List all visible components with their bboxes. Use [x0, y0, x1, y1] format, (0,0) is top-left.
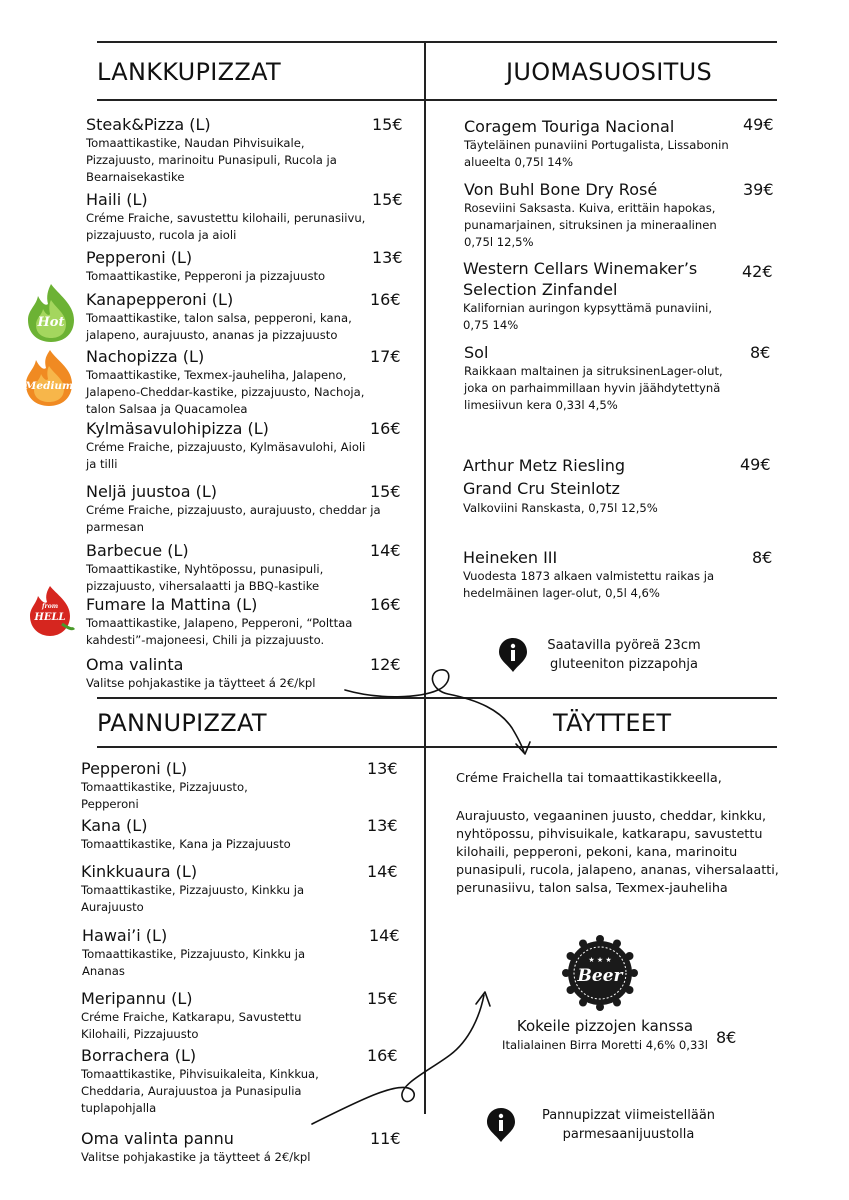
item-desc: Tomaattikastike, Kana ja Pizzajuusto [81, 837, 291, 851]
item-name: Hawai’i (L) [82, 926, 168, 945]
item-price: 16€ [370, 290, 401, 309]
hell-top-label: from [41, 603, 59, 610]
item-desc: Tomaattikastike, Naudan Pihvisuikale, Pizzajuusto, marinoitu Punasipuli, Rucola ja Bearnaisekastike [86, 136, 337, 184]
item-desc: Vuodesta 1873 alkaen valmistettu raikas ja hedelmäinen lager-olut, 0,5l 4,6% [463, 569, 715, 600]
item-price: 12€ [370, 655, 401, 674]
item-price: 15€ [372, 190, 403, 209]
item-desc: Tomaattikastike, talon salsa, pepperoni, kana, jalapeno, aurajuusto, ananas ja pizzajuusto [86, 311, 352, 342]
item-desc: Créme Fraiche, pizzajuusto, Kylmäsavulohi, Aioli ja tilli [86, 440, 366, 471]
item-price: 17€ [370, 347, 401, 366]
item-price: 14€ [370, 541, 401, 560]
item-price: 16€ [370, 595, 401, 614]
item-desc: Valitse pohjakastike ja täytteet á 2€/kpl [81, 1150, 311, 1164]
gluten-free-text: Saatavilla pyöreä 23cm gluteeniton pizzapohja [547, 638, 701, 672]
beer-price: 8€ [716, 1028, 737, 1047]
item-desc: Täyteläinen punaviini Portugalista, Lissabonin alueelta 0,75l 14% [464, 138, 729, 169]
item-name: Steak&Pizza (L) [86, 115, 211, 134]
hell-label: HELL [34, 612, 66, 623]
item-name: Meripannu (L) [81, 989, 193, 1008]
item-desc: Tomaattikastike, Pihvisuikaleita, Kinkkua, Cheddaria, Aurajuustoa ja Punasipulia tuplapohjalla [81, 1067, 319, 1115]
taytteet-intro: Créme Fraichella tai tomaattikastikkeella, [456, 771, 722, 786]
hot-label: Hot [37, 315, 65, 330]
beer-logo-label: Beer [577, 966, 623, 986]
item-name: Barbecue (L) [86, 541, 189, 560]
item-desc: Valitse pohjakastike ja täytteet á 2€/kpl [86, 676, 316, 690]
item-desc: Créme Fraiche, Katkarapu, Savustettu Kilohaili, Pizzajuusto [81, 1010, 302, 1041]
item-desc: Tomaattikastike, Pizzajuusto, Pepperoni [81, 780, 248, 811]
item-name: Kanapepperoni (L) [86, 290, 234, 309]
item-price: 39€ [743, 180, 774, 199]
item-name: Oma valinta pannu [81, 1129, 234, 1148]
item-name: Kylmäsavulohipizza (L) [86, 419, 269, 438]
item-price: 16€ [367, 1046, 398, 1065]
item-name: Oma valinta [86, 655, 184, 674]
medium-label: Medium [24, 380, 74, 392]
item-name: Kinkkuaura (L) [81, 862, 198, 881]
item-price: 49€ [740, 455, 771, 474]
juoma-heading: JUOMASUOSITUS [506, 58, 713, 86]
item-name: Sol [464, 343, 489, 362]
item-desc: Tomaattikastike, Jalapeno, Pepperoni, “Polttaa kahdesti”-majoneesi, Chili ja pizzajuusto. [86, 616, 353, 647]
item-name: Pepperoni (L) [86, 248, 193, 267]
item-price: 14€ [367, 862, 398, 881]
taytteet-list: Aurajuusto, vegaaninen juusto, cheddar, kinkku, nyhtöpossu, pihvisuikale, katkarapu, savustettu kilohaili, pepperoni, pekoni, kana, marinoitu punasipuli, rucola, jalapeno, ananas, vihersalaatti, perunasiivu, talon salsa, Texmex-jauheliha [456, 809, 779, 896]
item-price: 49€ [743, 115, 774, 134]
item-desc: Kalifornian auringon kypsyttämä punaviini, 0,75 14% [463, 301, 713, 332]
item-desc: Tomaattikastike, Pizzajuusto, Kinkku ja Aurajuusto [81, 883, 305, 914]
item-name: Neljä juustoa (L) [86, 482, 218, 501]
beer-desc: Italialainen Birra Moretti 4,6% 0,33l [502, 1038, 708, 1052]
item-name: Nachopizza (L) [86, 347, 205, 366]
item-name: Kana (L) [81, 816, 148, 835]
item-price: 11€ [370, 1129, 401, 1148]
item-desc: Tomaattikastike, Texmex-jauheliha, Jalapeno, Jalapeno-Cheddar-kastike, pizzajuusto, Nachoja, talon Salsaa ja Quacamolea [86, 368, 365, 416]
item-desc: Créme Fraiche, pizzajuusto, aurajuusto, cheddar ja parmesan [86, 503, 381, 534]
item-price: 42€ [742, 262, 773, 281]
item-price: 13€ [372, 248, 403, 267]
item-price: 14€ [369, 926, 400, 945]
item-name: Fumare la Mattina (L) [86, 595, 258, 614]
item-name: Heineken III [463, 548, 558, 567]
item-desc: Raikkaan maltainen ja sitruksinenLager-olut, joka on parhaimmillaan hyvin jäähdytettynä limesiivun kera 0,33l 4,5% [464, 364, 723, 412]
item-name: Western Cellars Winemaker’s Selection Zinfandel [463, 259, 698, 299]
item-name: Von Buhl Bone Dry Rosé [464, 180, 658, 199]
item-desc: Tomaattikastike, Nyhtöpossu, punasipuli, pizzajuusto, vihersalaatti ja BBQ-kastike [86, 562, 324, 593]
item-desc: Tomaattikastike, Pepperoni ja pizzajuusto [86, 269, 326, 283]
svg-text:★ ★ ★: ★ ★ ★ [588, 956, 612, 964]
item-price: 15€ [372, 115, 403, 134]
item-desc: Roseviini Saksasta. Kuiva, erittäin hapokas, punamarjainen, sitruksinen ja mineraalinen 0,75l 12,5% [464, 201, 717, 249]
item-name: Coragem Touriga Nacional [464, 117, 675, 136]
pannu-heading: PANNUPIZZAT [97, 709, 267, 737]
item-name: Haili (L) [86, 190, 148, 209]
item-price: 13€ [367, 816, 398, 835]
item-price: 16€ [370, 419, 401, 438]
item-price: 8€ [750, 343, 771, 362]
item-price: 13€ [367, 759, 398, 778]
item-name: Pepperoni (L) [81, 759, 188, 778]
item-price: 15€ [367, 989, 398, 1008]
lankku-heading: LANKKUPIZZAT [97, 58, 281, 86]
beer-name: Kokeile pizzojen kanssa [516, 1017, 694, 1035]
item-name: Borrachera (L) [81, 1046, 197, 1065]
item-desc: Créme Fraiche, savustettu kilohaili, perunasiivu, pizzajuusto, rucola ja aioli [86, 211, 366, 242]
item-price: 15€ [370, 482, 401, 501]
parmesan-text: Pannupizzat viimeistellään parmesaanijuustolla [541, 1108, 716, 1142]
taytteet-heading: TÄYTTEET [553, 709, 672, 737]
item-price: 8€ [752, 548, 773, 567]
item-name: Arthur Metz Riesling Grand Cru Steinlotz [463, 456, 626, 498]
item-desc: Valkoviini Ranskasta, 0,75l 12,5% [463, 501, 658, 515]
item-desc: Tomaattikastike, Pizzajuusto, Kinkku ja Ananas [82, 947, 306, 978]
